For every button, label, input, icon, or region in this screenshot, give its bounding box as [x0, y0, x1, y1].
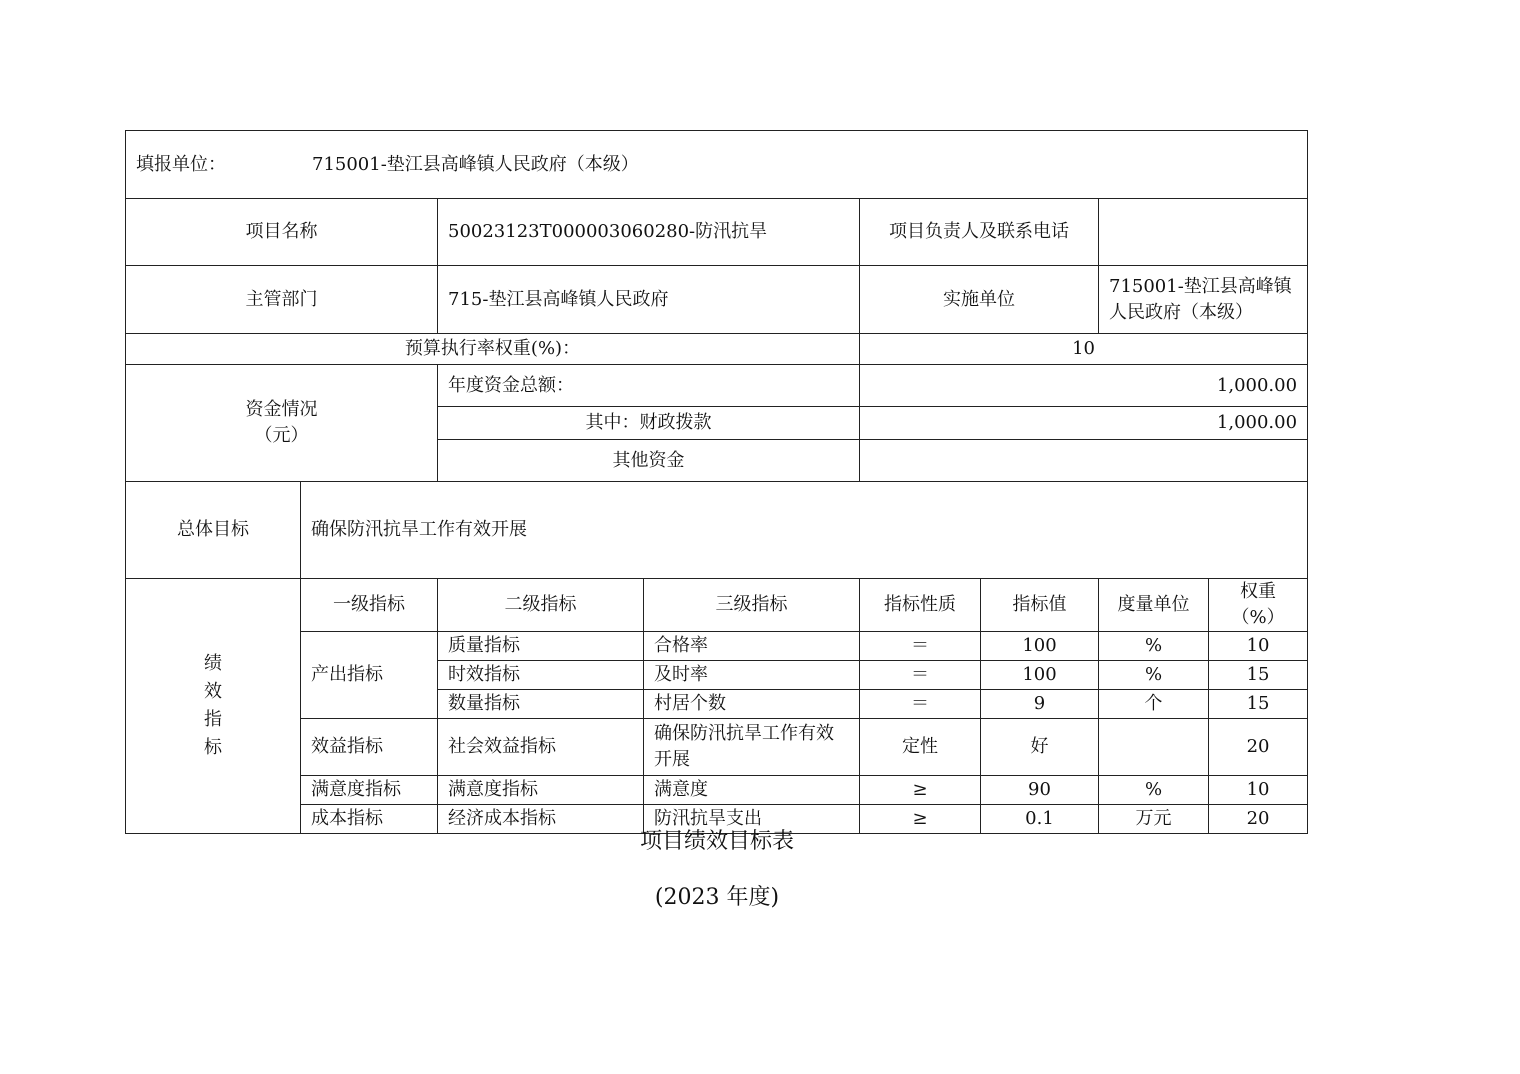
- weight-cell: 10: [1209, 632, 1308, 661]
- funds-total-value: 1,000.00: [860, 365, 1308, 407]
- nature-cell: ＝: [860, 661, 981, 690]
- header-weight: 权重（%）: [1209, 579, 1308, 632]
- nature-cell: ＝: [860, 632, 981, 661]
- funds-label: [126, 365, 438, 482]
- project-name-row: [126, 199, 1308, 266]
- performance-label-char: 绩: [204, 653, 222, 674]
- weight-cell: 20: [1209, 805, 1308, 834]
- level2-cell: 满意度指标: [438, 776, 644, 805]
- unit-cell: 个: [1099, 690, 1209, 719]
- overall-goal-row: [126, 482, 1308, 579]
- table-row: [126, 776, 1308, 805]
- budget-weight-value: 10: [860, 334, 1308, 365]
- implementing-unit-value: 715001-垫江县高峰镇人民政府（本级）: [1099, 266, 1308, 334]
- level1-benefit: 效益指标: [301, 719, 438, 776]
- department-row: [126, 266, 1308, 334]
- header-level1: 一级指标: [301, 579, 438, 632]
- unit-cell: %: [1099, 776, 1209, 805]
- weight-cell: 10: [1209, 776, 1308, 805]
- value-cell: 9: [981, 690, 1099, 719]
- performance-label-char: 标: [204, 737, 222, 758]
- funds-label-line2: （元）: [254, 425, 309, 446]
- level3-cell: 合格率: [644, 632, 860, 661]
- reporting-unit-row: [126, 131, 1308, 199]
- reporting-unit-label: 填报单位：: [136, 153, 226, 175]
- weight-cell: 15: [1209, 690, 1308, 719]
- performance-indicators-label: [126, 579, 301, 834]
- reporting-unit-value: 715001-垫江县高峰镇人民政府（本级）: [312, 153, 639, 175]
- level3-cell: 满意度: [644, 776, 860, 805]
- performance-label-char: 效: [204, 681, 222, 702]
- level2-cell: 社会效益指标: [438, 719, 644, 776]
- project-owner-value: [1099, 199, 1308, 266]
- header-unit: 度量单位: [1099, 579, 1209, 632]
- funds-fiscal-value: 1,000.00: [860, 407, 1308, 440]
- level2-cell: 经济成本指标: [438, 805, 644, 834]
- funds-total-row: [126, 365, 1308, 407]
- nature-cell: ≥: [860, 776, 981, 805]
- unit-cell: 万元: [1099, 805, 1209, 834]
- level3-cell: 防汛抗旱支出: [644, 805, 860, 834]
- level3-cell: 确保防汛抗旱工作有效开展: [644, 719, 860, 776]
- project-owner-label: 项目负责人及联系电话: [860, 199, 1099, 266]
- implementing-unit-label: 实施单位: [860, 266, 1099, 334]
- header-nature: 指标性质: [860, 579, 981, 632]
- value-cell: 100: [981, 632, 1099, 661]
- performance-label-char: 指: [204, 709, 222, 730]
- header-level2: 二级指标: [438, 579, 644, 632]
- budget-weight-row: [126, 334, 1308, 365]
- overall-goal-value: 确保防汛抗旱工作有效开展: [301, 482, 1308, 579]
- level1-output: 产出指标: [301, 632, 438, 719]
- header-level3: 三级指标: [644, 579, 860, 632]
- weight-cell: 20: [1209, 719, 1308, 776]
- funds-other-label: 其他资金: [438, 440, 860, 482]
- project-name-label: 项目名称: [126, 199, 438, 266]
- level1-satisfaction: 满意度指标: [301, 776, 438, 805]
- header-value: 指标值: [981, 579, 1099, 632]
- indicator-header-row: [126, 579, 1308, 632]
- nature-cell: 定性: [860, 719, 981, 776]
- reporting-unit-cell: [126, 131, 1308, 199]
- document-year: (2023 年度): [654, 885, 780, 910]
- level3-cell: 及时率: [644, 661, 860, 690]
- funds-total-label: 年度资金总额：: [438, 365, 860, 407]
- weight-cell: 15: [1209, 661, 1308, 690]
- value-cell: 0.1: [981, 805, 1099, 834]
- value-cell: 100: [981, 661, 1099, 690]
- level3-cell: 村居个数: [644, 690, 860, 719]
- level1-cost: 成本指标: [301, 805, 438, 834]
- budget-weight-label: 预算执行率权重(%)：: [126, 334, 860, 365]
- funds-other-value: [860, 440, 1308, 482]
- table-row: [126, 632, 1308, 661]
- unit-cell: [1099, 719, 1209, 776]
- department-label: 主管部门: [126, 266, 438, 334]
- department-value: 715-垫江县高峰镇人民政府: [438, 266, 860, 334]
- funds-fiscal-label: 其中：财政拨款: [438, 407, 860, 440]
- level2-cell: 质量指标: [438, 632, 644, 661]
- level2-cell: 时效指标: [438, 661, 644, 690]
- table-row: [126, 719, 1308, 776]
- project-name-value: 50023123T000003060280-防汛抗旱: [438, 199, 860, 266]
- funds-label-line1: 资金情况: [245, 399, 318, 420]
- document-title: 项目绩效目标表: [639, 829, 794, 854]
- unit-cell: %: [1099, 632, 1209, 661]
- nature-cell: ＝: [860, 690, 981, 719]
- performance-target-table: [125, 130, 1308, 834]
- nature-cell: ≥: [860, 805, 981, 834]
- level2-cell: 数量指标: [438, 690, 644, 719]
- value-cell: 90: [981, 776, 1099, 805]
- overall-goal-label: 总体目标: [126, 482, 301, 579]
- unit-cell: %: [1099, 661, 1209, 690]
- value-cell: 好: [981, 719, 1099, 776]
